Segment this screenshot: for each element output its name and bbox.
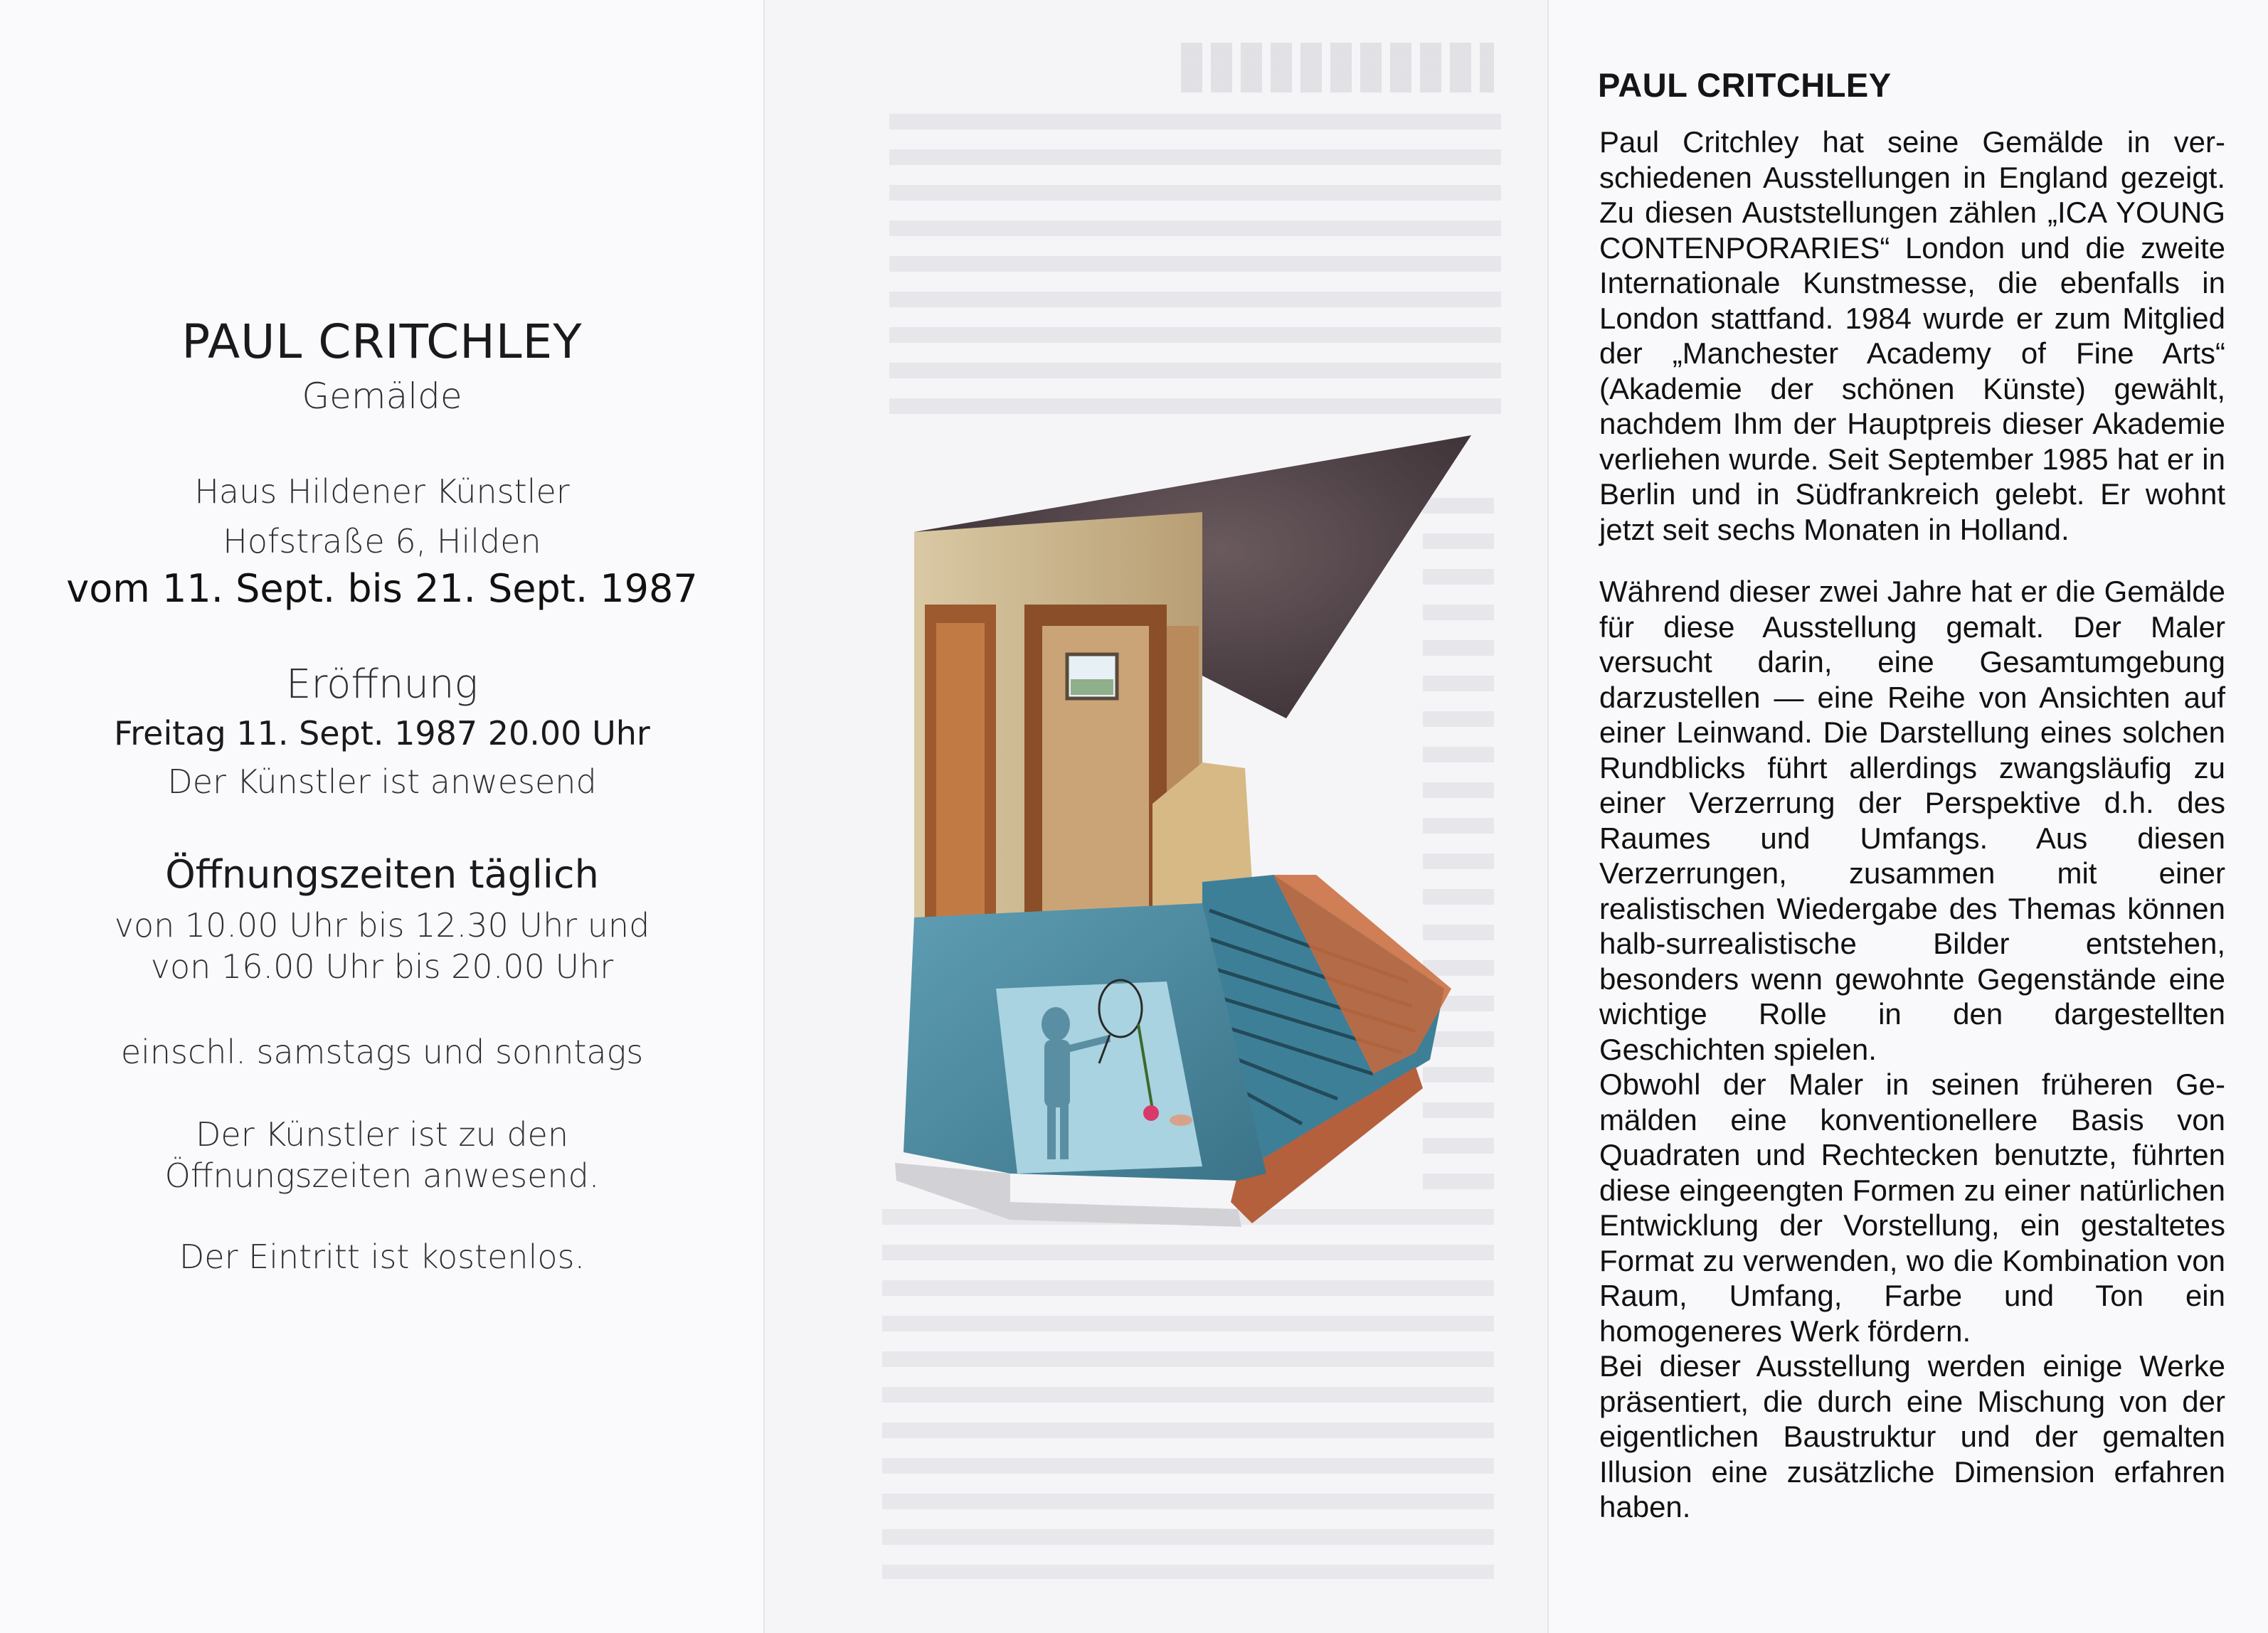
artist-subtitle: Gemälde [302,376,462,417]
presence-line-1: Der Künstler ist zu den [195,1115,569,1154]
hours-heading: Öffnungszeiten täglich [165,852,599,897]
opening-note: Der Künstler ist anwesend [167,762,597,801]
body-paragraph-1: Paul Critchley hat seine Gemälde in verschiedenen Ausstellungen in England gezeigt. Zu diesen Auststellungen zählen „ICA YOUNG CONTENPORARIES“ London und die zweite Internationale Kunstmesse, die ebenfalls in London stattfand. 1984 wurde er zum Mitglied der „Manchester Academy of Fine Arts“ (Akademie der schönen Künste) gewählt, nachdem Ihm der Hauptpreis dieser Akademie verliehen wurde. Seit September 1985 hat er in Berlin und in Südfrankreich gelebt. Er wohnt jetzt seit sechs Monaten in Holland. [1599,125,2225,546]
venue-name: Haus Hildener Künstler [194,472,570,511]
body-paragraph-4: Bei dieser Ausstellung werden einige Werke präsentiert, die durch eine Mischung von der eigentlichen Baustruktur und der gemalten Illusion eine zusätzliche Dimension erfahren haben. [1599,1349,2225,1523]
weekend-note: einschl. samstags und sonntags [120,1033,644,1071]
admission-note: Der Eintritt ist kostenlos. [179,1238,585,1276]
venue-address: Hofstraße 6, Hilden [223,522,541,560]
presence-line-2: Öffnungszeiten anwesend. [164,1156,600,1195]
exhibition-dates: vom 11. Sept. bis 21. Sept. 1987 [66,566,698,611]
right-body [1599,124,2225,1525]
painting-rose [1143,1105,1159,1121]
artist-name: PAUL CRITCHLEY [181,314,583,369]
opening-time: Freitag 11. Sept. 1987 20.00 Uhr [114,714,650,752]
body-paragraph-3: Obwohl der Maler in seinen früheren Gemälden eine konventionellere Basis von Quadraten und Rechtecken benutzte, führten diese eingeengten Formen zu einer natürlichen Entwicklung der Vorstellung, ein gestaltetes Format zu verwenden, wo die Kombination von Raum, Umfang, Farbe und Ton ein homogeneres Werk fördern. [1599,1068,2225,1348]
body-paragraph-2: Während dieser zwei Jahre hat er die Gemälde für diese Ausstellung gemalt. Der Maler versucht darin, eine Gesamtumgebung darzustellen — eine Reihe von Ansichten auf einer Leinwand. Die Darstellung eines solchen Rundblicks führt allerdings zwangsläufig zu einer Verzerrung der Perspektive d.h. des Raumes und Umfangs. Aus diesen Verzerrungen, zusammen mit einer realistischen Wiedergabe des Themas können halb-surrealistische Bilder entstehen, besonders wenn gewohnte Gegenstände eine wichtige Rolle in den dargestellten Geschichten spielen. [1599,575,2225,1066]
hours-line-1: von 10.00 Uhr bis 12.30 Uhr und [114,906,650,945]
right-title: PAUL CRITCHLEY [1598,66,1892,104]
hours-line-2: von 16.00 Uhr bis 20.00 Uhr [150,947,614,986]
opening-heading: Eröffnung [285,661,479,708]
